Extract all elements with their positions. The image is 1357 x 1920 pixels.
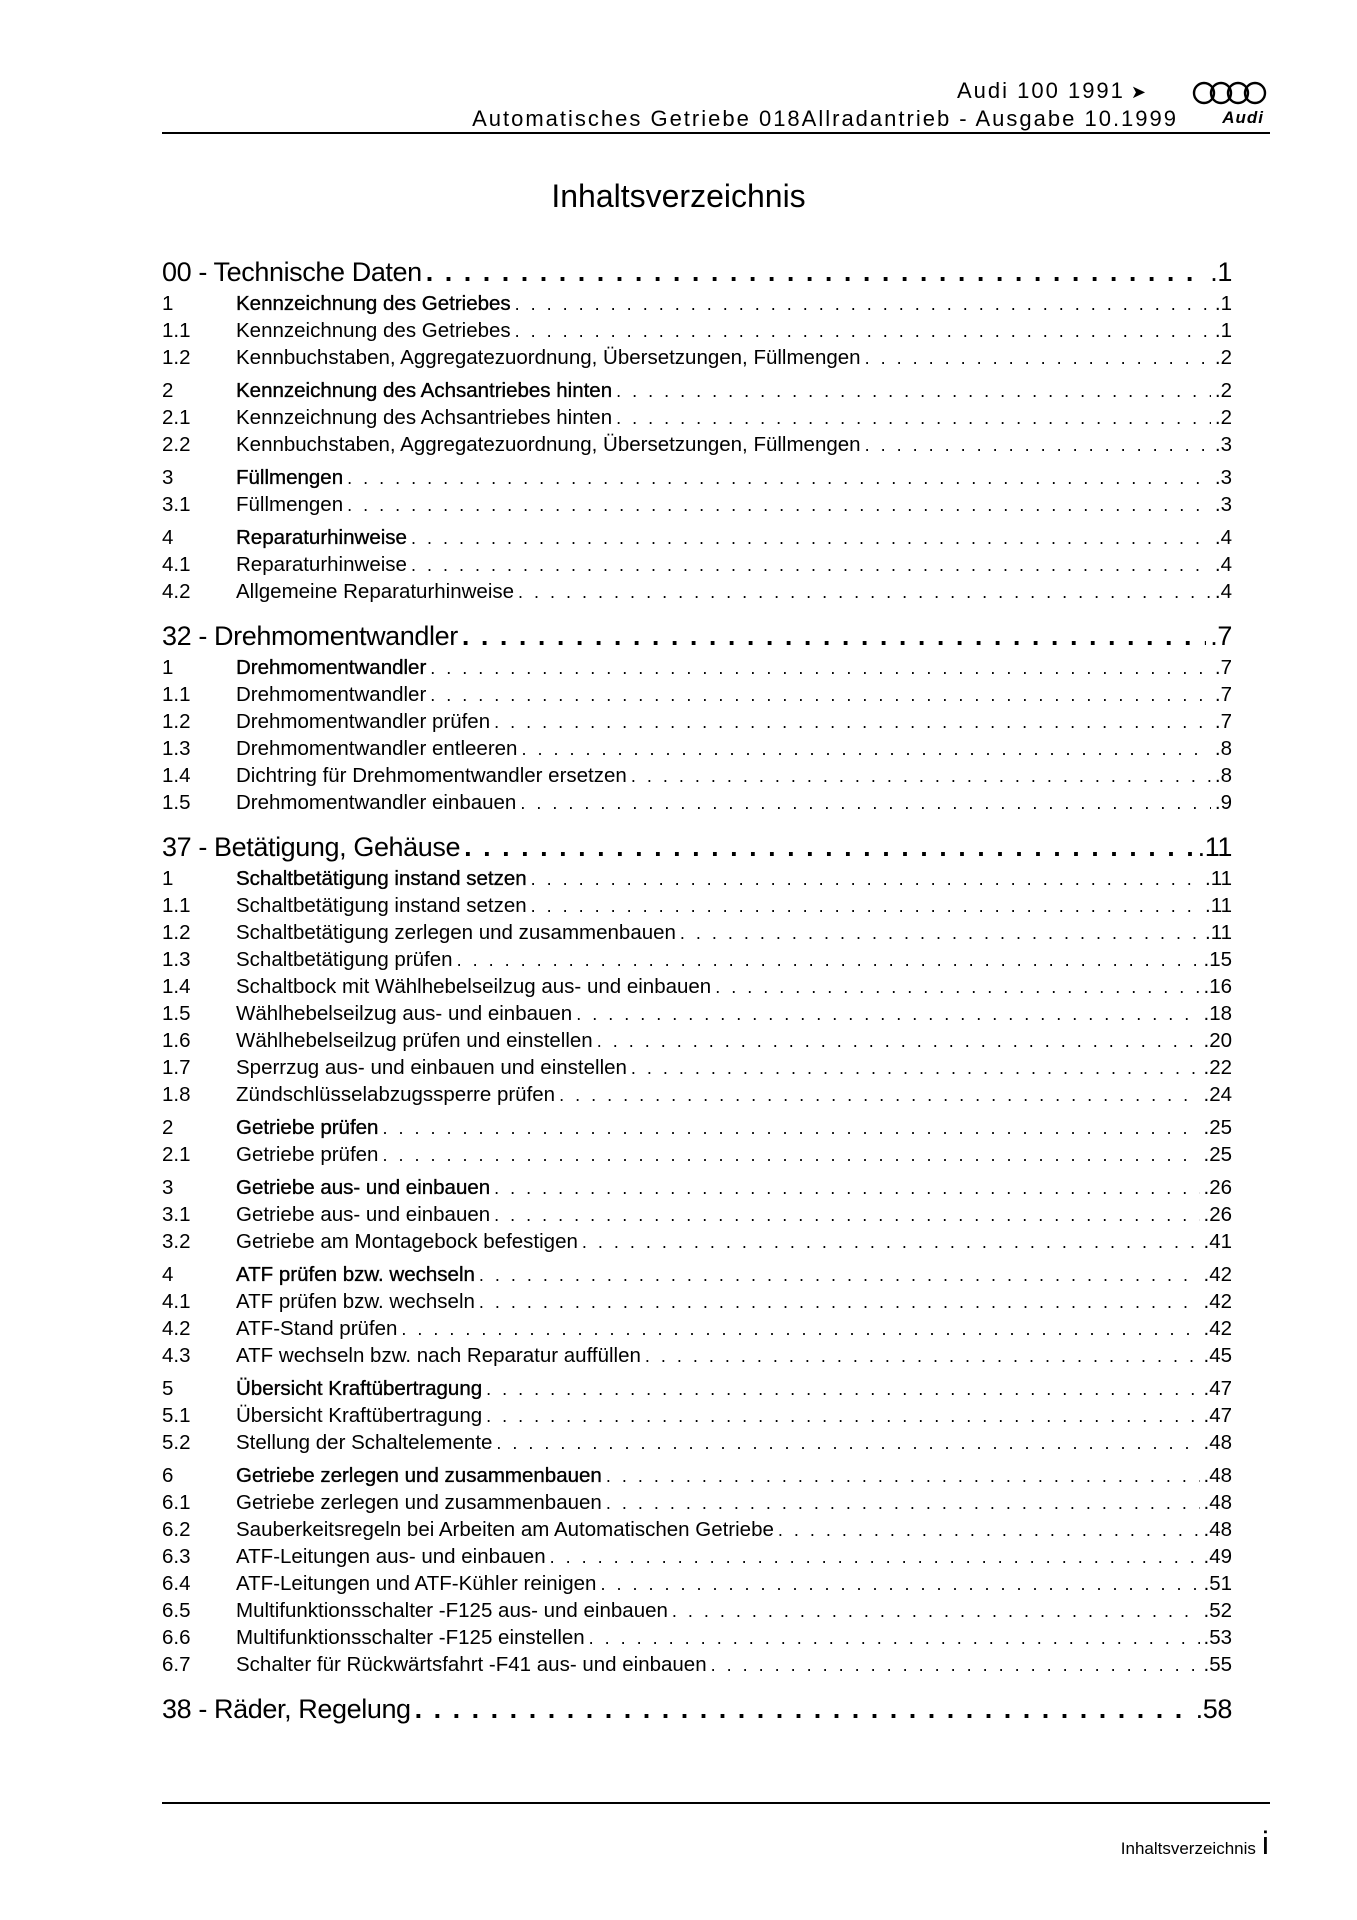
toc-leader-dots [515, 318, 1211, 345]
toc-subsection-page: .41 [1203, 1230, 1232, 1253]
toc-subsection-number: 2.1 [162, 1143, 191, 1166]
toc-section-entry[interactable] [162, 464, 1232, 491]
toc-subsection-title: Wählhebelseilzug aus- und einbauen [236, 1002, 573, 1025]
toc-subsection-title: Drehmomentwandler entleeren [236, 737, 518, 760]
toc-section-entry[interactable] [162, 1114, 1232, 1141]
toc-section-title: Getriebe aus- und einbauen [236, 1176, 491, 1199]
toc-chapter-title: 32 - Drehmomentwandler [162, 621, 458, 651]
toc-subsection-number: 6.3 [162, 1545, 191, 1568]
toc-leader-dots [520, 790, 1211, 817]
toc-leader-dots [559, 1082, 1199, 1109]
toc-leader-dots [531, 893, 1201, 920]
toc-section-title: Füllmengen [236, 466, 344, 489]
toc-subsection-entry[interactable] [162, 946, 1232, 973]
toc-subsection-entry[interactable] [162, 1000, 1232, 1027]
toc-subsection-number: 1.1 [162, 683, 191, 706]
toc-subsection-entry[interactable] [162, 1651, 1232, 1678]
header-vehicle-text: Audi 100 1991 [957, 78, 1125, 103]
toc-subsection-page: .51 [1203, 1572, 1232, 1595]
toc-subsection-entry[interactable] [162, 317, 1232, 344]
toc-chapter [162, 255, 1232, 605]
toc-section-number: 1 [162, 867, 174, 890]
toc-leader-dots [486, 1376, 1199, 1403]
toc-subsection-page: .7 [1214, 710, 1232, 733]
toc-subsection-page: .48 [1203, 1518, 1232, 1541]
toc-subsection-number: 5.1 [162, 1404, 191, 1427]
toc-subsection-page: .1 [1214, 319, 1232, 342]
toc-subsection-title: Schalter für Rückwärtsfahrt -F41 aus- und einbauen [236, 1653, 707, 1676]
toc-leader-dots [865, 345, 1211, 372]
toc-leader-dots [589, 1625, 1200, 1652]
toc-section-number: 2 [162, 1116, 174, 1139]
toc-subsection-number: 3.1 [162, 1203, 191, 1226]
toc-subsection-title: Drehmomentwandler prüfen [236, 710, 491, 733]
toc-subsection-entry[interactable] [162, 404, 1232, 431]
toc-subsection-entry[interactable] [162, 1288, 1232, 1315]
toc-subsection-entry[interactable] [162, 344, 1232, 371]
toc-leader-dots [464, 830, 1194, 865]
toc-leader-dots [494, 1175, 1199, 1202]
toc-section-page: .48 [1203, 1464, 1232, 1487]
toc-leader-dots [616, 378, 1211, 405]
toc-subsection-title: Zündschlüsselabzugssperre prüfen [236, 1083, 556, 1106]
toc-subsection-title: Schaltbock mit Wählhebelseilzug aus- und einbauen [236, 975, 712, 998]
toc-section-page: .7 [1214, 656, 1232, 679]
toc-subsection-title: Drehmomentwandler einbauen [236, 791, 517, 814]
toc-subsection-entry[interactable] [162, 1402, 1232, 1429]
toc-subsection-title: Allgemeine Reparaturhinweise [236, 580, 515, 603]
toc-leader-dots [411, 525, 1211, 552]
toc-subsection-number: 4.2 [162, 1317, 191, 1340]
toc-subsection-page: .3 [1214, 433, 1232, 456]
toc-section-page: .2 [1214, 379, 1232, 402]
toc-leader-dots [680, 920, 1201, 947]
toc-section-page: .4 [1214, 526, 1232, 549]
toc-subsection-number: 1.4 [162, 764, 191, 787]
toc-leader-dots [778, 1517, 1200, 1544]
footer-label: Inhaltsverzeichnis [1120, 1839, 1256, 1858]
toc-subsection-number: 6.6 [162, 1626, 191, 1649]
header-rule [162, 132, 1270, 134]
page-footer [1121, 1825, 1269, 1862]
toc-subsection-page: .8 [1214, 764, 1232, 787]
toc-leader-dots [430, 682, 1211, 709]
toc-subsection-entry[interactable] [162, 1228, 1232, 1255]
toc-leader-dots [347, 465, 1211, 492]
toc-subsection-title: ATF-Stand prüfen [236, 1317, 398, 1340]
toc-section-entry[interactable] [162, 865, 1232, 892]
toc-section-title: Kennzeichnung des Getriebes [236, 292, 511, 315]
toc-subsection-entry[interactable] [162, 1081, 1232, 1108]
toc-subsection-number: 1.5 [162, 791, 191, 814]
toc-subsection-title: Wählhebelseilzug prüfen und einstellen [236, 1029, 593, 1052]
toc-subsection-number: 6.2 [162, 1518, 191, 1541]
toc-leader-dots [401, 1316, 1199, 1343]
toc-leader-dots [616, 405, 1211, 432]
toc-leader-dots [597, 1028, 1200, 1055]
toc-section-number: 6 [162, 1464, 174, 1487]
page-title: Inhaltsverzeichnis [551, 178, 806, 214]
toc-section-entry[interactable] [162, 1174, 1232, 1201]
toc-leader-dots [347, 492, 1211, 519]
toc-leader-dots [430, 655, 1211, 682]
toc-subsection-title: Multifunktionsschalter -F125 einstellen [236, 1626, 585, 1649]
toc-subsection-page: .8 [1214, 737, 1232, 760]
toc-leader-dots [515, 291, 1211, 318]
toc-subsection-title: Schaltbetätigung zerlegen und zusammenbauen [236, 921, 676, 944]
toc-subsection-page: .4 [1214, 580, 1232, 603]
toc-section-title: Getriebe prüfen [236, 1116, 379, 1139]
toc-subsection-page: .11 [1205, 894, 1232, 917]
toc-section-page: .3 [1214, 466, 1232, 489]
footer-page-number: i [1261, 1825, 1269, 1861]
toc-subsection-title: Dichtring für Drehmomentwandler ersetzen [236, 764, 627, 787]
toc-subsection-entry[interactable] [162, 1516, 1232, 1543]
toc-subsection-number: 6.1 [162, 1491, 191, 1514]
toc-subsection-entry[interactable] [162, 735, 1232, 762]
toc-subsection-number: 4.2 [162, 580, 191, 603]
toc-leader-dots [415, 1692, 1192, 1727]
toc-subsection-page: .48 [1203, 1431, 1232, 1454]
toc-subsection-entry[interactable] [162, 919, 1232, 946]
toc-subsection-entry[interactable] [162, 431, 1232, 458]
toc-subsection-title: Stellung der Schaltelemente [236, 1431, 493, 1454]
toc-subsection-page: .24 [1203, 1083, 1232, 1106]
toc-chapter-page: .58 [1195, 1694, 1232, 1724]
toc-subsection-number: 1.2 [162, 346, 191, 369]
toc-subsection-page: .20 [1203, 1029, 1232, 1052]
toc-subsection-page: .47 [1203, 1404, 1232, 1427]
toc-subsection-number: 5.2 [162, 1431, 191, 1454]
toc-leader-dots [521, 736, 1210, 763]
toc-section-title: Übersicht Kraftübertragung [236, 1377, 483, 1400]
toc-section-page: .25 [1203, 1116, 1232, 1139]
toc-section-page: .1 [1214, 292, 1232, 315]
toc-subsection-entry[interactable] [162, 1141, 1232, 1168]
toc-subsection-title: Füllmengen [236, 493, 344, 516]
toc-section-number: 4 [162, 1263, 174, 1286]
toc-subsection-title: Getriebe zerlegen und zusammenbauen [236, 1491, 602, 1514]
toc-chapter-title: 37 - Betätigung, Gehäuse [162, 832, 461, 862]
toc-subsection-entry[interactable] [162, 1597, 1232, 1624]
toc-leader-dots [576, 1001, 1199, 1028]
toc-section-entry[interactable] [162, 1462, 1232, 1489]
table-of-contents [162, 255, 1232, 1727]
toc-subsection-page: .2 [1214, 406, 1232, 429]
toc-chapter-title: 00 - Technische Daten [162, 257, 422, 287]
toc-section-title: Schaltbetätigung instand setzen [236, 867, 527, 890]
toc-section-entry[interactable] [162, 1261, 1232, 1288]
audi-logo-text: Audi [1222, 108, 1264, 127]
toc-subsection-title: Kennzeichnung des Getriebes [236, 319, 511, 342]
toc-section-title: Kennzeichnung des Achsantriebes hinten [236, 379, 613, 402]
toc-leader-dots [711, 1652, 1200, 1679]
toc-subsection-number: 1.2 [162, 710, 191, 733]
toc-leader-dots [518, 579, 1211, 606]
toc-section-page: .26 [1203, 1176, 1232, 1199]
toc-subsection-number: 2.1 [162, 406, 191, 429]
toc-subsection-number: 2.2 [162, 433, 191, 456]
toc-subsection-entry[interactable] [162, 1315, 1232, 1342]
toc-subsection-entry[interactable] [162, 1201, 1232, 1228]
toc-subsection-number: 1.7 [162, 1056, 191, 1079]
toc-subsection-number: 1.1 [162, 319, 191, 342]
toc-subsection-title: Kennbuchstaben, Aggregatezuordnung, Übersetzungen, Füllmengen [236, 346, 861, 369]
toc-subsection-title: Getriebe aus- und einbauen [236, 1203, 491, 1226]
toc-subsection-entry[interactable] [162, 1624, 1232, 1651]
toc-subsection-number: 4.3 [162, 1344, 191, 1367]
toc-subsection-page: .49 [1203, 1545, 1232, 1568]
toc-leader-dots [531, 866, 1201, 893]
toc-subsection-number: 1.1 [162, 894, 191, 917]
toc-section-number: 4 [162, 526, 174, 549]
toc-leader-dots [606, 1490, 1200, 1517]
toc-section-number: 1 [162, 292, 174, 315]
toc-section-number: 2 [162, 379, 174, 402]
toc-subsection-number: 3.2 [162, 1230, 191, 1253]
toc-leader-dots [672, 1598, 1200, 1625]
toc-section-entry[interactable] [162, 290, 1232, 317]
toc-subsection-title: Schaltbetätigung prüfen [236, 948, 453, 971]
toc-subsection-page: .22 [1203, 1056, 1232, 1079]
toc-section-number: 3 [162, 1176, 174, 1199]
toc-chapter-entry[interactable] [162, 1692, 1232, 1727]
toc-leader-dots [457, 947, 1200, 974]
toc-leader-dots [382, 1115, 1199, 1142]
toc-subsection-entry[interactable] [162, 708, 1232, 735]
toc-subsection-page: .7 [1214, 683, 1232, 706]
toc-chapter-page: .11 [1197, 832, 1232, 862]
toc-subsection-page: .25 [1203, 1143, 1232, 1166]
toc-subsection-page: .18 [1203, 1002, 1232, 1025]
toc-subsection-number: 1.5 [162, 1002, 191, 1025]
toc-leader-dots [494, 709, 1211, 736]
toc-section-number: 5 [162, 1377, 174, 1400]
toc-subsection-title: Multifunktionsschalter -F125 aus- und einbauen [236, 1599, 668, 1622]
toc-section-page: .47 [1203, 1377, 1232, 1400]
toc-leader-dots [606, 1463, 1200, 1490]
toc-chapter-title: 38 - Räder, Regelung [162, 1694, 411, 1724]
toc-leader-dots [486, 1403, 1199, 1430]
toc-chapter-page: .1 [1210, 257, 1232, 287]
toc-subsection-title: Getriebe am Montagebock befestigen [236, 1230, 578, 1253]
toc-section-title: Drehmomentwandler [236, 656, 427, 679]
toc-subsection-page: .53 [1203, 1626, 1232, 1649]
toc-subsection-entry[interactable] [162, 1054, 1232, 1081]
toc-chapter-entry[interactable] [162, 255, 1232, 290]
toc-subsection-entry[interactable] [162, 681, 1232, 708]
toc-chapter-page: .7 [1210, 621, 1232, 651]
toc-chapter [162, 619, 1232, 816]
toc-subsection-entry[interactable] [162, 1543, 1232, 1570]
toc-subsection-page: .15 [1203, 948, 1232, 971]
toc-subsection-title: ATF wechseln bzw. nach Reparatur auffüllen [236, 1344, 641, 1367]
toc-subsection-entry[interactable] [162, 578, 1232, 605]
toc-subsection-title: Kennzeichnung des Achsantriebes hinten [236, 406, 613, 429]
toc-subsection-title: ATF prüfen bzw. wechseln [236, 1290, 475, 1313]
toc-leader-dots [494, 1202, 1199, 1229]
toc-subsection-entry[interactable] [162, 973, 1232, 1000]
toc-subsection-title: Drehmomentwandler [236, 683, 427, 706]
toc-section-entry[interactable] [162, 1375, 1232, 1402]
toc-subsection-page: .45 [1203, 1344, 1232, 1367]
toc-subsection-number: 1.8 [162, 1083, 191, 1106]
toc-subsection-number: 6.7 [162, 1653, 191, 1676]
toc-subsection-page: .52 [1203, 1599, 1232, 1622]
toc-chapter [162, 1692, 1232, 1727]
toc-subsection-page: .11 [1205, 921, 1232, 944]
toc-section-entry[interactable] [162, 654, 1232, 681]
toc-leader-dots [600, 1571, 1199, 1598]
toc-section-title: Reparaturhinweise [236, 526, 407, 549]
toc-subsection-number: 1.4 [162, 975, 191, 998]
toc-subsection-number: 6.5 [162, 1599, 191, 1622]
toc-subsection-number: 1.3 [162, 948, 191, 971]
toc-subsection-page: .16 [1203, 975, 1232, 998]
toc-subsection-entry[interactable] [162, 1489, 1232, 1516]
toc-subsection-entry[interactable] [162, 1342, 1232, 1369]
toc-section-page: .11 [1205, 867, 1232, 890]
toc-subsection-title: Sperrzug aus- und einbauen und einstellen [236, 1056, 627, 1079]
toc-section-entry[interactable] [162, 377, 1232, 404]
toc-leader-dots [496, 1430, 1199, 1457]
toc-subsection-number: 4.1 [162, 553, 191, 576]
toc-subsection-number: 1.6 [162, 1029, 191, 1052]
toc-section-number: 1 [162, 656, 174, 679]
toc-leader-dots [479, 1262, 1200, 1289]
toc-leader-dots [631, 763, 1211, 790]
toc-subsection-page: .42 [1203, 1317, 1232, 1340]
toc-subsection-entry[interactable] [162, 1027, 1232, 1054]
arrow-right-icon: ➤ [1130, 82, 1148, 102]
toc-subsection-page: .26 [1203, 1203, 1232, 1226]
footer-rule [162, 1802, 1270, 1804]
toc-section-number: 3 [162, 466, 174, 489]
toc-subsection-title: ATF-Leitungen aus- und einbauen [236, 1545, 546, 1568]
toc-chapter-entry[interactable] [162, 830, 1232, 865]
toc-subsection-entry[interactable] [162, 1570, 1232, 1597]
toc-chapter [162, 830, 1232, 1678]
toc-leader-dots [411, 552, 1211, 579]
toc-section-title: Getriebe zerlegen und zusammenbauen [236, 1464, 602, 1487]
toc-chapter-entry[interactable] [162, 619, 1232, 654]
page-header [162, 78, 1270, 134]
toc-leader-dots [582, 1229, 1200, 1256]
toc-leader-dots [645, 1343, 1200, 1370]
toc-subsection-number: 1.2 [162, 921, 191, 944]
toc-subsection-page: .9 [1214, 791, 1232, 814]
toc-subsection-page: .4 [1214, 553, 1232, 576]
toc-section-entry[interactable] [162, 524, 1232, 551]
toc-subsection-entry[interactable] [162, 892, 1232, 919]
toc-section-title: ATF prüfen bzw. wechseln [236, 1263, 475, 1286]
toc-subsection-number: 4.1 [162, 1290, 191, 1313]
toc-subsection-page: .55 [1203, 1653, 1232, 1676]
toc-subsection-entry[interactable] [162, 491, 1232, 518]
toc-subsection-number: 6.4 [162, 1572, 191, 1595]
toc-subsection-page: .48 [1203, 1491, 1232, 1514]
toc-leader-dots [715, 974, 1199, 1001]
toc-leader-dots [479, 1289, 1200, 1316]
toc-subsection-entry[interactable] [162, 551, 1232, 578]
toc-subsection-page: .3 [1214, 493, 1232, 516]
toc-leader-dots [462, 619, 1206, 654]
toc-section-page: .42 [1203, 1263, 1232, 1286]
toc-leader-dots [631, 1055, 1200, 1082]
toc-subsection-entry[interactable] [162, 762, 1232, 789]
toc-subsection-title: Übersicht Kraftübertragung [236, 1404, 483, 1427]
toc-leader-dots [865, 432, 1211, 459]
toc-subsection-title: Reparaturhinweise [236, 553, 407, 576]
toc-subsection-page: .2 [1214, 346, 1232, 369]
toc-subsection-title: Getriebe prüfen [236, 1143, 379, 1166]
toc-subsection-entry[interactable] [162, 789, 1232, 816]
toc-subsection-title: Sauberkeitsregeln bei Arbeiten am Automatischen Getriebe [236, 1518, 774, 1541]
toc-leader-dots [550, 1544, 1200, 1571]
toc-subsection-title: Kennbuchstaben, Aggregatezuordnung, Übersetzungen, Füllmengen [236, 433, 861, 456]
toc-subsection-title: Schaltbetätigung instand setzen [236, 894, 527, 917]
toc-subsection-entry[interactable] [162, 1429, 1232, 1456]
toc-subsection-page: .42 [1203, 1290, 1232, 1313]
toc-subsection-number: 1.3 [162, 737, 191, 760]
header-vehicle [957, 78, 1148, 104]
toc-leader-dots [382, 1142, 1199, 1169]
header-subtitle: Automatisches Getriebe 018Allradantrieb - Ausgabe 10.1999 [472, 106, 1178, 131]
toc-subsection-number: 3.1 [162, 493, 191, 516]
toc-leader-dots [426, 255, 1207, 290]
toc-subsection-title: ATF-Leitungen und ATF-Kühler reinigen [236, 1572, 597, 1595]
